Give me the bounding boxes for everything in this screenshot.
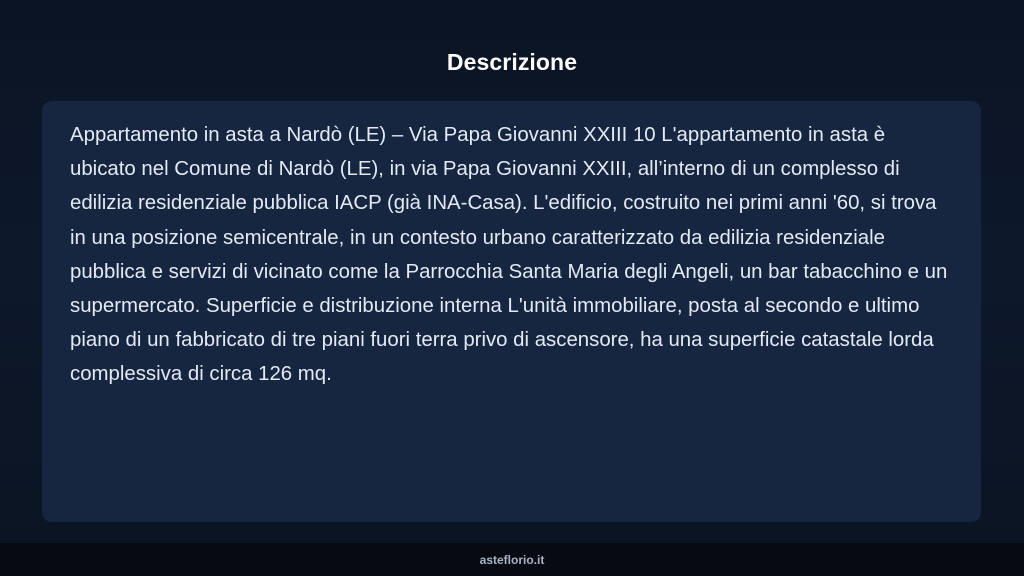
footer-bar xyxy=(0,543,1024,576)
description-card xyxy=(42,101,981,522)
footer-site-label: asteflorio.it xyxy=(479,553,545,567)
description-text: Appartamento in asta a Nardò (LE) – Via Papa Giovanni XXIII 10 L'appartamento in asta è ubicato nel Comune di Nardò (LE), in via Papa Giovanni XXIII, all’interno di un complesso di edilizia residenziale pubblica IACP (già INA-Casa). L'edificio, costruito nei primi anni '60, si trova in una posizione semicentrale, in un contesto urbano caratterizzato da edilizia residenziale pubblica e servizi di vicinato come la Parrocchia Santa Maria degli Angeli, un bar tabacchino e un supermercato. Superficie e distribuzione interna L'unità immobiliare, posta al secondo e ultimo piano di un fabbricato di tre piani fuori terra privo di ascensore, ha una superficie catastale lorda complessiva di circa 126 mq. xyxy=(70,124,948,386)
page-title: Descrizione xyxy=(446,49,578,75)
